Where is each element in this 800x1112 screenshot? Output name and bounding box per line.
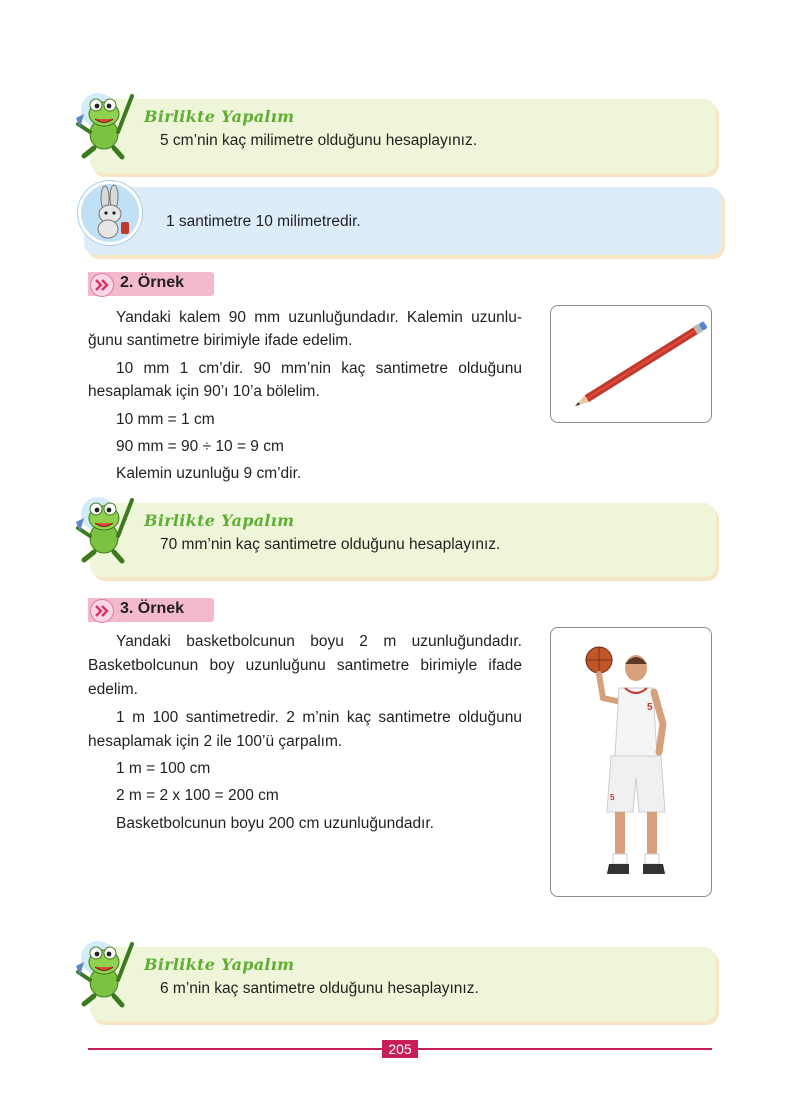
pencil-image-frame: [550, 305, 712, 423]
example-3-p1-line1: Yandaki basketbolcunun boyu 2 m uzunluğundadır.: [116, 633, 522, 650]
example-2-eq2: 90 mm = 90 ÷ 10 = 9 cm: [116, 438, 284, 455]
example-3-header: [88, 598, 214, 622]
example-3-p2-line1: 1 m 100 santimetredir. 2 m’nin kaç santimetre olduğunu: [116, 709, 522, 726]
example-2-header: [88, 272, 214, 296]
info-box: [84, 187, 722, 255]
info-text: 1 santimetre 10 milimetredir.: [166, 213, 361, 230]
example-3-p1-line2: Basketbolcunun boy uzunluğunu santimetre birimiyle ifade: [88, 657, 522, 674]
together-title: Birlikte Yapalım: [144, 107, 295, 126]
together-title: Birlikte Yapalım: [144, 511, 295, 530]
pencil-image: [551, 306, 711, 422]
together-text: 5 cm’nin kaç milimetre olduğunu hesaplayınız.: [160, 132, 478, 149]
double-chevron-icon: [90, 273, 114, 297]
page-number: 205: [382, 1040, 418, 1058]
frog-mascot-icon: [72, 88, 142, 160]
example-3-eq1: 1 m = 100 cm: [116, 760, 211, 777]
example-3-eq2: 2 m = 2 x 100 = 200 cm: [116, 787, 279, 804]
together-title: Birlikte Yapalım: [144, 955, 295, 974]
frog-mascot-icon: [72, 936, 142, 1008]
together-text: 70 mm’nin kaç santimetre olduğunu hesaplayınız.: [160, 536, 501, 553]
example-3-result: Basketbolcunun boyu 200 cm uzunluğundadır.: [116, 815, 434, 832]
example-2-label: 2. Örnek: [120, 274, 185, 291]
example-2-result: Kalemin uzunluğu 9 cm’dir.: [116, 465, 302, 482]
together-box-3: [90, 947, 716, 1021]
example-2-p2-line2: hesaplamak için 90’ı 10’a bölelim.: [88, 383, 320, 400]
example-3-label: 3. Örnek: [120, 600, 185, 617]
frog-mascot-icon: [72, 492, 142, 564]
jersey-number: 5: [647, 702, 653, 713]
example-2-p2-line1: 10 mm 1 cm’dir. 90 mm’nin kaç santimetre olduğunu: [116, 360, 522, 377]
basketball-player-image: [551, 628, 711, 896]
example-2-eq1: 10 mm = 1 cm: [116, 411, 215, 428]
together-box-2: [90, 503, 716, 577]
double-chevron-icon: [90, 599, 114, 623]
together-text: 6 m’nin kaç santimetre olduğunu hesaplayınız.: [160, 980, 479, 997]
example-2-p1-line2: ğunu santimetre birimiyle ifade edelim.: [88, 332, 353, 349]
basketball-player-image-frame: [550, 627, 712, 897]
example-2-p1-line1: Yandaki kalem 90 mm uzunluğundadır. Kalemin uzunlu-: [116, 309, 522, 326]
rabbit-mascot-icon: [78, 181, 142, 245]
example-3-p1-line3: edelim.: [88, 681, 138, 698]
example-3-p2-line2: hesaplamak için 2 ile 100’ü çarpalım.: [88, 733, 343, 750]
svg-text:5: 5: [610, 793, 615, 802]
together-box-1: [90, 99, 716, 173]
